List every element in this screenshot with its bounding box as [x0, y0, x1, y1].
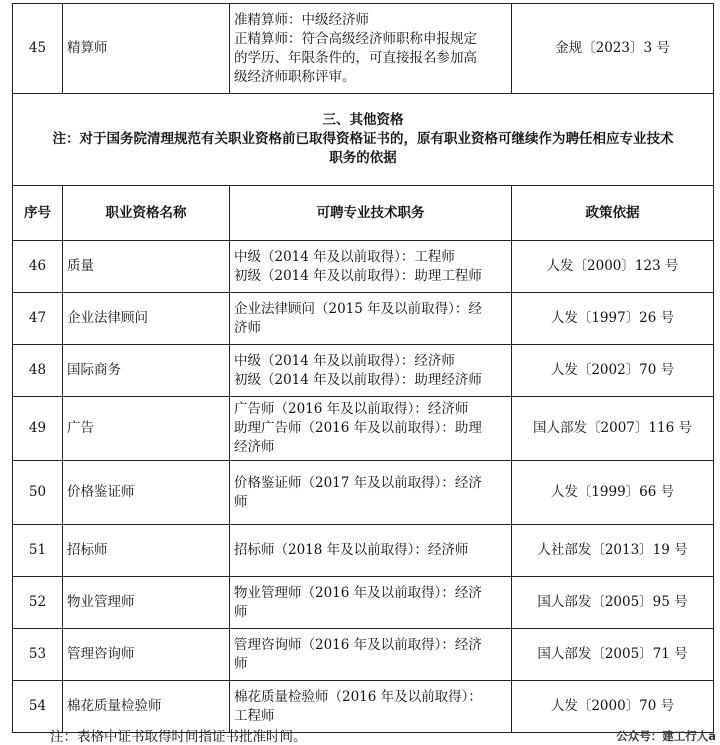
table-row	[13, 345, 714, 397]
header-basis: 政策依据	[512, 186, 714, 241]
row-number: 46	[13, 241, 63, 293]
column-header-row	[13, 186, 714, 241]
duty-line: 初级（2014 年及以前取得）：助理工程师	[234, 267, 482, 284]
duty-line: 的学历、年限条件的，可直接报名参加高	[234, 49, 477, 66]
row-number: 53	[13, 629, 63, 681]
duty-line: 初级（2014 年及以前取得）：助理经济师	[234, 371, 482, 388]
duty-line: 助理广告师（2016 年及以前取得）：助理	[234, 420, 482, 436]
duty-cell	[230, 345, 512, 397]
row-number: 45	[13, 4, 63, 94]
policy-basis: 人发〔2000〕70 号	[512, 681, 714, 733]
duty-line: 中级（2014 年及以前取得）：工程师	[234, 248, 455, 265]
duty-line: 济师	[234, 319, 261, 336]
table-row	[13, 525, 714, 577]
duty-line: 工程师	[234, 707, 275, 724]
qualification-name: 物业管理师	[63, 577, 230, 629]
qualification-name: 国际商务	[63, 345, 230, 397]
duty-line: 企业法律顾问（2015 年及以前取得）：经	[234, 300, 482, 317]
qualification-name: 棉花质量检验师	[63, 681, 230, 733]
duty-line: 准精算师：中级经济师	[234, 11, 369, 28]
watermark: 公众号：建工行人a	[616, 729, 716, 743]
duty-cell	[230, 525, 512, 577]
row-number: 47	[13, 293, 63, 345]
qualification-name: 精算师	[63, 4, 230, 94]
duty-line: 正精算师：符合高级经济师职称申报规定	[234, 30, 477, 47]
section-note-cont: 职务的依据	[329, 150, 397, 166]
table-row	[13, 397, 714, 461]
policy-basis: 人社部发〔2013〕19 号	[512, 525, 714, 577]
policy-basis: 国人部发〔2005〕71 号	[512, 629, 714, 681]
duty-line: 广告师（2016 年及以前取得）：经济师	[234, 401, 469, 417]
policy-basis: 金规〔2023〕3 号	[512, 4, 714, 94]
row-number: 52	[13, 577, 63, 629]
duty-line: 招标师（2018 年及以前取得）：经济师	[234, 542, 469, 558]
table-row	[13, 241, 714, 293]
duty-line: 师	[234, 655, 248, 672]
duty-line: 棉花质量检验师（2016 年及以前取得）：	[234, 688, 482, 705]
qualification-name: 广告	[63, 397, 230, 461]
section-note: 注：对于国务院清理规范有关职业资格前已取得资格证书的，原有职业资格可继续作为聘任相应专业技术	[52, 131, 674, 147]
policy-basis: 人发〔2002〕70 号	[512, 345, 714, 397]
section-title: 三、其他资格	[322, 112, 404, 128]
duty-line: 价格鉴证师（2017 年及以前取得）：经济	[234, 474, 482, 491]
table-row	[13, 4, 714, 94]
policy-basis: 人发〔1999〕66 号	[512, 461, 714, 525]
qualification-name: 价格鉴证师	[63, 461, 230, 525]
row-number: 51	[13, 525, 63, 577]
duty-cell	[230, 577, 512, 629]
table-row	[13, 293, 714, 345]
duty-cell	[230, 397, 512, 461]
duty-line: 物业管理师（2016 年及以前取得）：经济	[234, 584, 482, 601]
qualification-name: 招标师	[63, 525, 230, 577]
header-number: 序号	[13, 186, 63, 241]
duty-line: 师	[234, 493, 248, 510]
header-duty: 可聘专业技术职务	[230, 186, 512, 241]
section-cell	[13, 94, 714, 186]
row-number: 50	[13, 461, 63, 525]
duty-cell	[230, 293, 512, 345]
table-row	[13, 461, 714, 525]
section-header-row	[13, 94, 714, 186]
table-row	[13, 577, 714, 629]
footer-note: 注：表格中证书取得时间指证书批准时间。	[50, 729, 307, 745]
duty-cell	[230, 241, 512, 293]
duty-line: 经济师	[234, 439, 275, 455]
duty-line: 中级（2014 年及以前取得）：经济师	[234, 352, 455, 369]
row-number: 54	[13, 681, 63, 733]
qualification-name: 管理咨询师	[63, 629, 230, 681]
duty-line: 管理咨询师（2016 年及以前取得）：经济	[234, 636, 482, 653]
duty-line: 师	[234, 603, 248, 620]
qualification-name: 企业法律顾问	[63, 293, 230, 345]
duty-cell	[230, 4, 512, 94]
duty-cell	[230, 629, 512, 681]
qualification-table	[12, 3, 714, 733]
row-number: 49	[13, 397, 63, 461]
qualification-name: 质量	[63, 241, 230, 293]
policy-basis: 国人部发〔2005〕95 号	[512, 577, 714, 629]
table-row	[13, 629, 714, 681]
policy-basis: 人发〔2000〕123 号	[512, 241, 714, 293]
duty-cell	[230, 461, 512, 525]
policy-basis: 人发〔1997〕26 号	[512, 293, 714, 345]
policy-basis: 国人部发〔2007〕116 号	[512, 397, 714, 461]
duty-line: 级经济师职称评审。	[234, 68, 356, 85]
row-number: 48	[13, 345, 63, 397]
header-name: 职业资格名称	[63, 186, 230, 241]
